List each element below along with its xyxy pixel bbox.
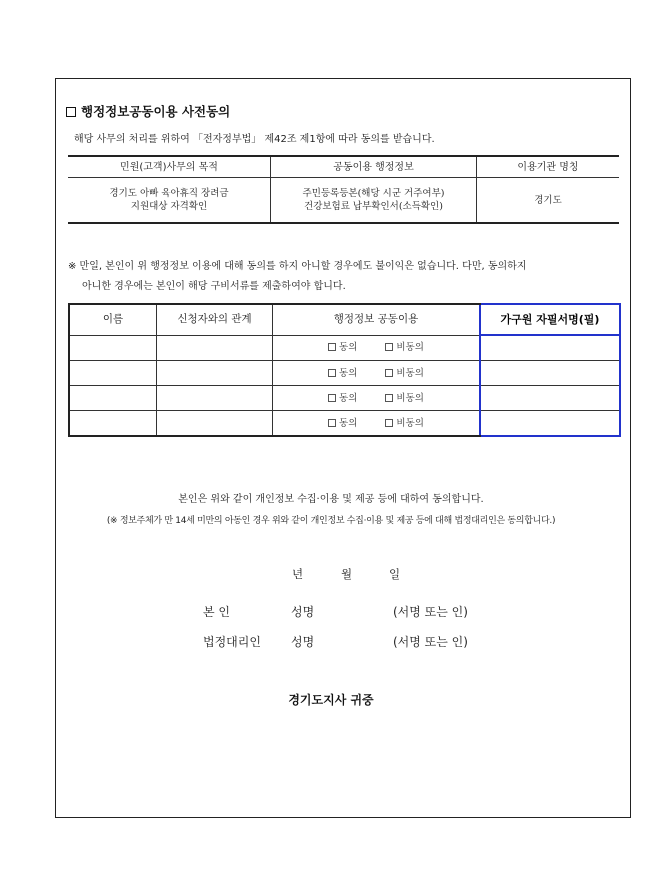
info-header-shared-info: 공동이용 행정정보: [271, 156, 477, 178]
consent-text: 본인은 위와 같이 개인정보 수집·이용 및 제공 등에 대하여 동의합니다.: [178, 494, 484, 505]
date-day-label: 일: [389, 567, 401, 581]
signature-hint-guardian[interactable]: (서명 또는 인): [393, 635, 468, 649]
table-row: [69, 411, 620, 437]
disagree-label: 비동의: [396, 417, 424, 429]
checkbox-icon[interactable]: [328, 419, 336, 427]
disagree-label: 비동의: [396, 367, 424, 379]
signature-cell[interactable]: [480, 361, 620, 386]
member-relation-cell[interactable]: [157, 386, 273, 411]
consent-cell: [273, 361, 481, 386]
member-table: [68, 303, 621, 437]
consent-cell: [273, 411, 481, 437]
shared-info-line: 건강보험료 납부확인서(소득확인): [304, 201, 443, 212]
agree-label: 동의: [339, 342, 358, 354]
member-header-relation: 신청자와의 관계: [157, 304, 273, 335]
disagree-label: 비동의: [396, 342, 424, 354]
agree-label: 동의: [339, 367, 358, 379]
notice-line: ※ 만일, 본인이 위 행정정보 이용에 대해 동의를 하지 아니할 경우에도 불이익은 없습니다. 다만, 동의하지: [68, 261, 527, 272]
addressee: 경기도지사 귀중: [288, 693, 374, 707]
checkbox-icon[interactable]: [328, 369, 336, 377]
member-name-cell[interactable]: [69, 335, 157, 361]
info-agency: 경기도: [477, 178, 620, 224]
table-row: [69, 386, 620, 411]
checkbox-icon[interactable]: [385, 419, 393, 427]
table-row: [69, 361, 620, 386]
info-shared-data: [271, 178, 477, 224]
signature-name-label-self: 성명: [291, 605, 315, 619]
table-row: [69, 335, 620, 361]
agree-label: 동의: [339, 417, 358, 429]
intro-text: 해당 사무의 처리를 위하여 「전자정부법」 제42조 제1항에 따라 동의를 받습니다.: [74, 134, 435, 145]
checkbox-icon[interactable]: [328, 343, 336, 351]
signature-role-self: 본 인: [203, 605, 230, 619]
info-header-agency: 이용기관 명칭: [477, 156, 620, 178]
member-name-cell[interactable]: [69, 386, 157, 411]
agree-option[interactable]: [328, 418, 357, 429]
checkbox-icon[interactable]: [385, 369, 393, 377]
member-relation-cell[interactable]: [157, 361, 273, 386]
member-header-consent: 행정정보 공동이용: [273, 304, 481, 335]
checkbox-icon[interactable]: [385, 343, 393, 351]
agree-label: 동의: [339, 392, 358, 404]
info-header-purpose: 민원(고객)사무의 목적: [68, 156, 271, 178]
disagree-option[interactable]: [385, 393, 424, 404]
consent-note: (※ 정보주체가 만 14세 미만의 아동인 경우 위와 같이 개인정보 수집·이용 및 제공 등에 대해 법정대리인은 동의합니다.): [106, 516, 556, 526]
consent-cell: [273, 335, 481, 361]
checkbox-icon[interactable]: [385, 394, 393, 402]
disagree-option[interactable]: [385, 342, 424, 353]
disagree-label: 비동의: [396, 392, 424, 404]
info-table: [68, 155, 619, 224]
disagree-option[interactable]: [385, 368, 424, 379]
member-name-cell[interactable]: [69, 411, 157, 437]
notice-line: 아니한 경우에는 본인이 해당 구비서류를 제출하여야 합니다.: [82, 281, 346, 292]
purpose-line: 지원대상 자격확인: [130, 201, 208, 212]
member-relation-cell[interactable]: [157, 335, 273, 361]
signature-cell[interactable]: [480, 335, 620, 361]
signature-role-guardian: 법정대리인: [203, 635, 261, 649]
purpose-line: 경기도 아빠 육아휴직 장려금: [109, 188, 229, 199]
agree-option[interactable]: [328, 342, 357, 353]
notice-text: [68, 257, 526, 297]
member-relation-cell[interactable]: [157, 411, 273, 437]
signature-hint-self[interactable]: (서명 또는 인): [393, 605, 468, 619]
date-year-label: 년: [292, 567, 304, 581]
shared-info-line: 주민등록등본(해당 시군 거주여부): [302, 188, 445, 199]
signature-cell[interactable]: [480, 386, 620, 411]
member-header-signature: 가구원 자필서명(필): [480, 304, 620, 335]
info-purpose: [68, 178, 271, 224]
signature-name-label-guardian: 성명: [291, 635, 315, 649]
consent-cell: [273, 386, 481, 411]
disagree-option[interactable]: [385, 418, 424, 429]
member-header-name: 이름: [69, 304, 157, 335]
checkbox-icon: [66, 107, 76, 117]
agree-option[interactable]: [328, 368, 357, 379]
agree-option[interactable]: [328, 393, 357, 404]
signature-cell[interactable]: [480, 411, 620, 437]
member-name-cell[interactable]: [69, 361, 157, 386]
checkbox-icon[interactable]: [328, 394, 336, 402]
date-month-label: 월: [341, 567, 353, 581]
section-title: 행정정보공동이용 사전동의: [66, 102, 230, 120]
